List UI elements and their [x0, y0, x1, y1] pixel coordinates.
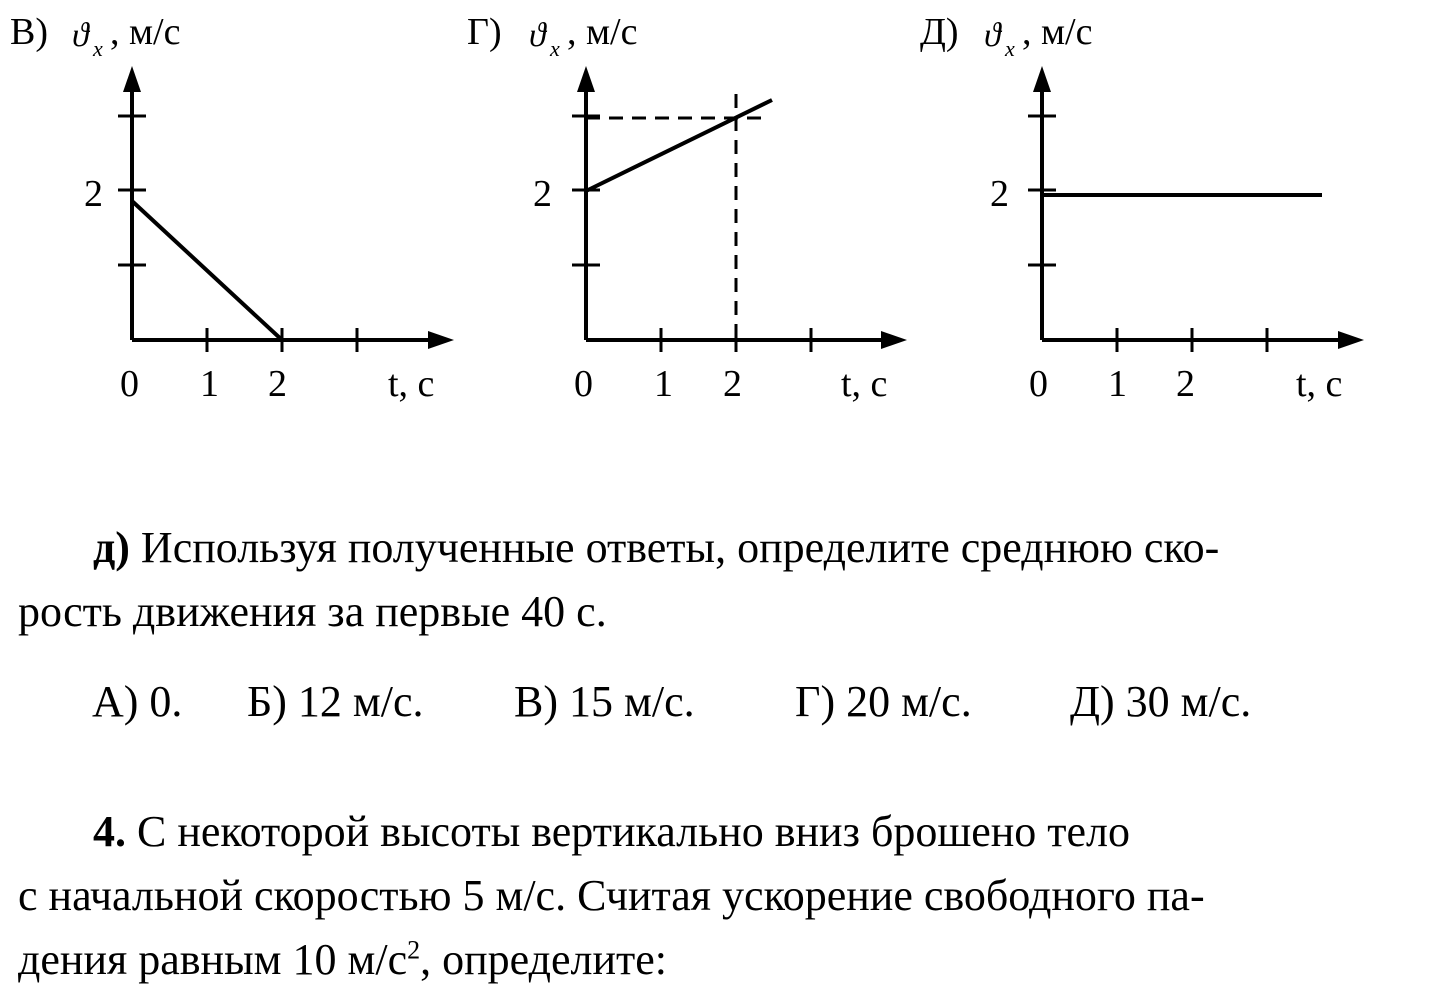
problem-4-line-3	[18, 928, 1354, 992]
y-axis-unit: , м/с	[1022, 11, 1093, 53]
question-d-text-2: рость движения за первые 40 с.	[18, 587, 607, 636]
x-axis-label: t, с	[1296, 363, 1343, 405]
graph-g	[455, 0, 925, 420]
question-d-label: д)	[93, 523, 130, 572]
y-axis-arrow	[577, 66, 595, 92]
answer-option-a: А) 0.	[92, 677, 183, 726]
x-axis-arrow	[1338, 331, 1364, 349]
graph-d-svg	[910, 0, 1380, 420]
y-axis-symbol: ϑ	[529, 17, 546, 54]
x-tick-label: 1	[200, 363, 219, 405]
answer-option-d: Д) 30 м/с.	[1070, 677, 1252, 726]
y-tick-label: 2	[84, 173, 103, 215]
problem-4	[18, 800, 1354, 992]
graph-d	[910, 0, 1380, 420]
y-axis-subscript: x	[93, 36, 103, 61]
answer-option-v: В) 15 м/с.	[514, 677, 695, 726]
answer-option-b: Б) 12 м/с.	[247, 677, 424, 726]
x-tick-label: 0	[574, 363, 593, 405]
velocity-line	[132, 201, 282, 340]
x-tick-label: 0	[1029, 363, 1048, 405]
y-axis-arrow	[123, 66, 141, 92]
answer-options	[92, 672, 1352, 732]
x-axis-arrow	[428, 331, 454, 349]
problem-4-text-2: с начальной скоростью 5 м/с. Считая ускорение свободного па-	[18, 871, 1205, 920]
graph-v-svg	[0, 0, 470, 420]
graph-g-svg	[455, 0, 925, 420]
x-tick-label: 1	[654, 363, 673, 405]
problem-4-text-1: С некоторой высоты вертикально вниз брошено тело	[137, 807, 1131, 856]
problem-4-line-1	[18, 800, 1354, 864]
y-axis-arrow	[1033, 66, 1051, 92]
x-axis-label: t, с	[388, 363, 435, 405]
question-d-line-1	[18, 516, 1354, 580]
x-tick-label: 2	[268, 363, 287, 405]
answer-option-g: Г) 20 м/с.	[795, 677, 972, 726]
graph-v	[0, 0, 470, 420]
y-axis-symbol: ϑ	[72, 17, 89, 54]
y-axis-symbol: ϑ	[984, 17, 1001, 54]
x-tick-label: 1	[1108, 363, 1127, 405]
y-axis-unit: , м/с	[110, 11, 181, 53]
x-tick-label: 2	[1176, 363, 1195, 405]
y-tick-label: 2	[533, 173, 552, 215]
x-tick-label: 0	[120, 363, 139, 405]
question-d-text-1: Используя полученные ответы, определите среднюю ско-	[140, 523, 1220, 572]
problem-4-text-3-end: , определите:	[420, 935, 668, 984]
question-d	[18, 516, 1354, 644]
graph-letter: Д)	[920, 11, 959, 53]
y-axis-unit: , м/с	[567, 11, 638, 53]
superscript-2: 2	[407, 935, 421, 965]
problem-4-number: 4.	[93, 807, 126, 856]
y-axis-subscript: x	[1005, 36, 1015, 61]
x-axis-label: t, с	[841, 363, 888, 405]
graph-letter: В)	[10, 11, 48, 53]
y-tick-label: 2	[990, 173, 1009, 215]
problem-4-text-3: дения равным 10 м/с	[18, 935, 408, 984]
x-axis-arrow	[881, 331, 907, 349]
velocity-line	[586, 100, 772, 191]
x-tick-label: 2	[723, 363, 742, 405]
graph-letter: Г)	[467, 11, 502, 53]
y-axis-subscript: x	[550, 36, 560, 61]
